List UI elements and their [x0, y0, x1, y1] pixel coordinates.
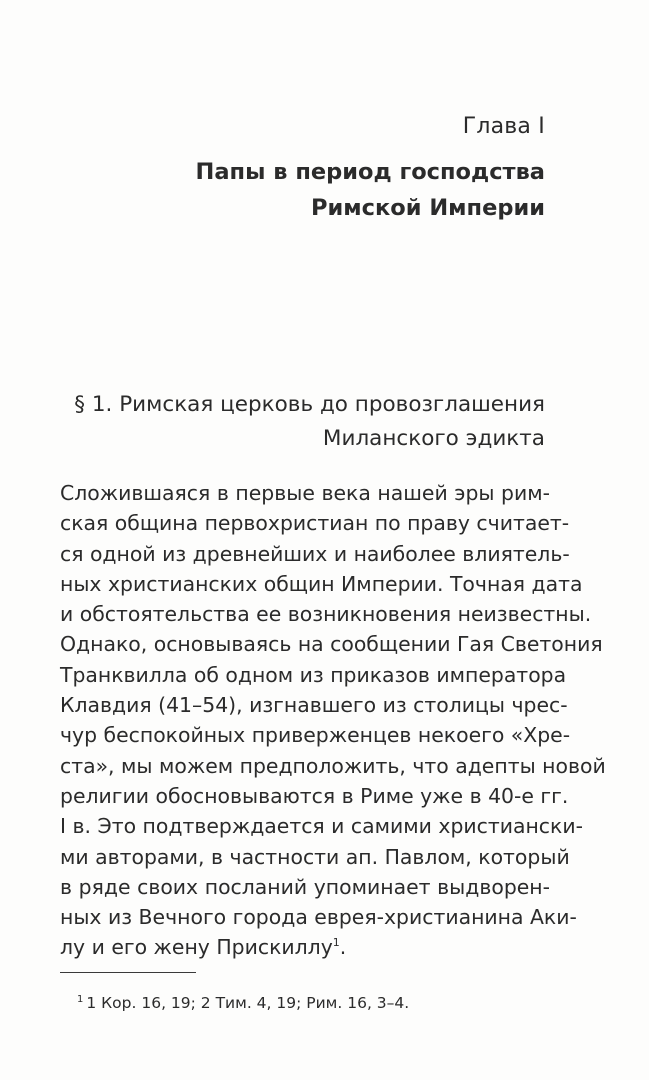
- chapter-title: [65, 154, 545, 226]
- body-line: в ряде своих посланий упоминает выдворен-: [60, 874, 550, 899]
- section-heading-line: Миланского эдикта: [322, 426, 545, 451]
- section-heading: [25, 388, 545, 456]
- body-line: ся одной из древнейших и наиболее влиятель-: [60, 541, 570, 566]
- footnote-reference[interactable]: 1: [332, 936, 340, 950]
- body-line: ста», мы можем предположить, что адепты новой: [60, 753, 606, 778]
- body-line: Однако, основываясь на сообщении Гая Светония: [60, 632, 603, 657]
- footnote: [77, 992, 409, 1014]
- chapter-title-line: Папы в период господства: [195, 159, 545, 185]
- sentence-period: .: [339, 935, 347, 960]
- body-line: Транквилла об одном из приказов императора: [60, 662, 567, 687]
- section-heading-line: § 1. Римская церковь до провозглашения: [74, 392, 545, 417]
- body-line: чур беспокойных приверженцев некоего «Хре-: [60, 723, 571, 748]
- body-line: Сложившаяся в первые века нашей эры рим-: [60, 481, 550, 505]
- footnote-number: 1: [77, 993, 84, 1005]
- body-line: Клавдия (41–54), изгнавшего из столицы чрес-: [60, 693, 568, 718]
- body-line: ская община первохристиан по праву считает-: [60, 511, 570, 536]
- footnote-divider: [60, 972, 196, 973]
- body-line-text: лу и его жену Прискиллу: [60, 935, 333, 960]
- footnote-text: 1 Кор. 16, 19; 2 Тим. 4, 19; Рим. 16, 3–4.: [86, 994, 410, 1012]
- body-line: ных из Вечного города еврея-христианина Аки-: [60, 905, 577, 930]
- body-paragraph: [60, 478, 606, 963]
- body-line: I в. Это подтверждается и самими христиански-: [60, 814, 583, 839]
- body-line: ных христианских общин Империи. Точная дата: [60, 571, 583, 596]
- chapter-label: Глава I: [462, 114, 545, 139]
- body-line: и обстоятельства ее возникновения неизвестны.: [60, 602, 592, 627]
- body-line: религии обосновываются в Риме уже в 40-е гг.: [60, 783, 569, 808]
- body-line: ми авторами, в частности ап. Павлом, который: [60, 844, 570, 869]
- body-line-last: [60, 932, 550, 962]
- chapter-title-line: Римской Империи: [311, 195, 545, 221]
